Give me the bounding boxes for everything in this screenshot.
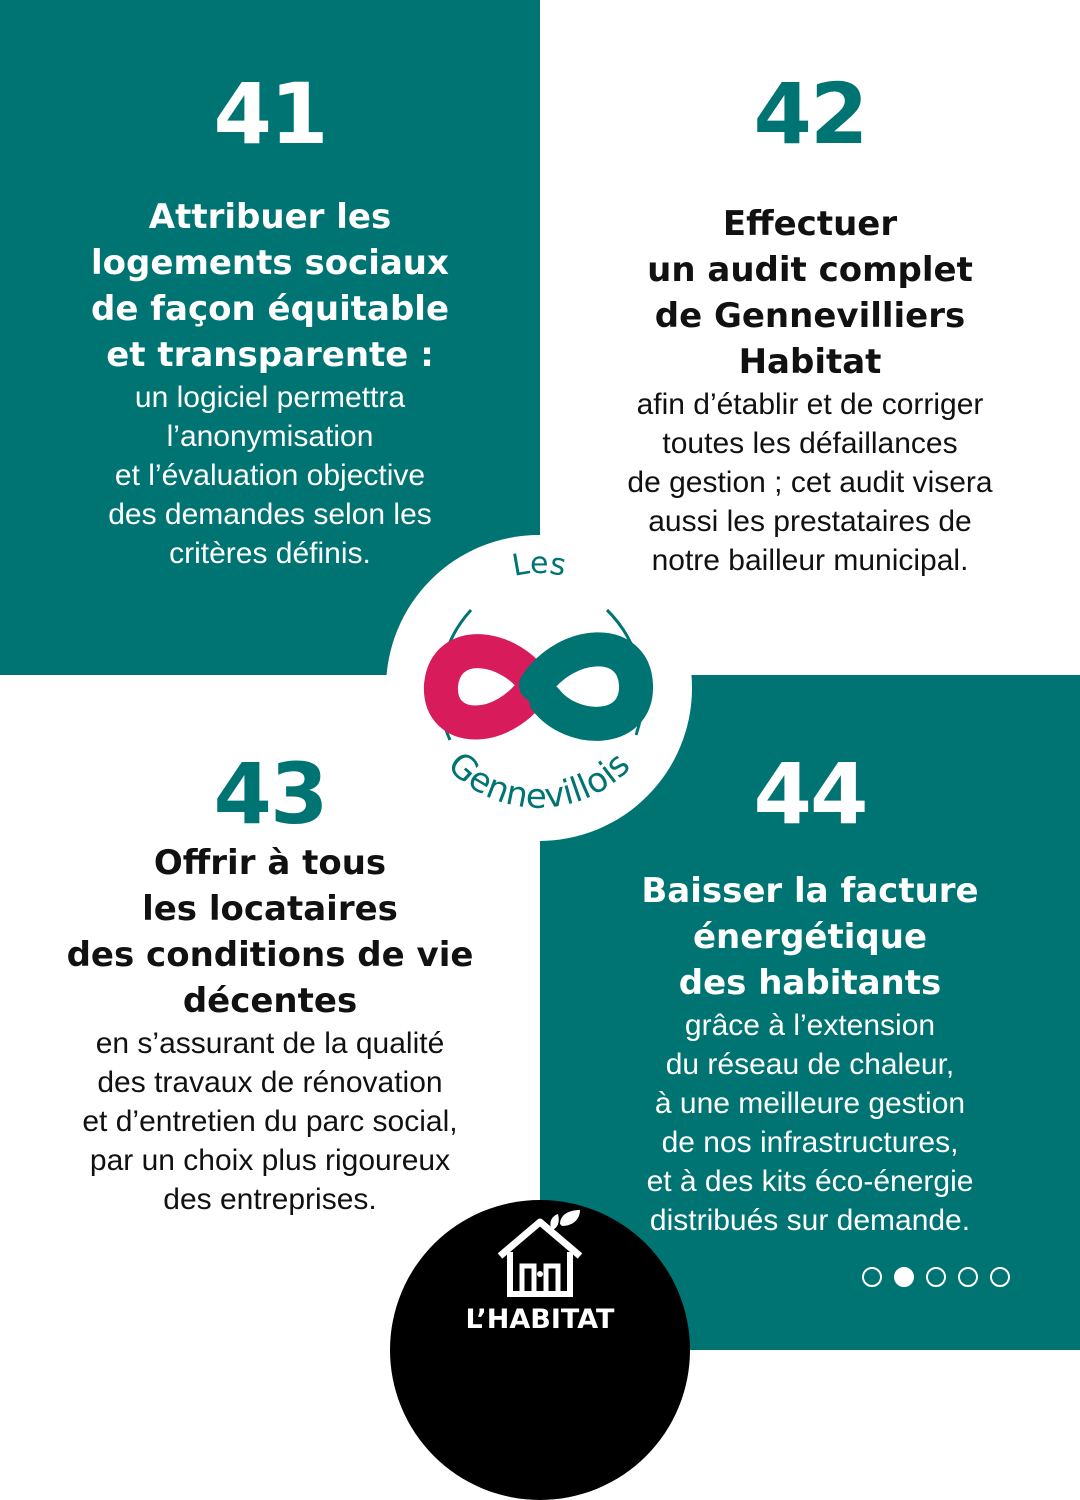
- body-line: l’anonymisation: [166, 420, 374, 453]
- item-title: [580, 201, 1040, 385]
- pagination-dot-3[interactable]: [926, 1267, 946, 1287]
- item-number: 42: [753, 65, 867, 163]
- pagination-dot-4[interactable]: [958, 1267, 978, 1287]
- body-line: à une meilleure gestion: [654, 1087, 966, 1120]
- title-line: des habitants: [678, 963, 942, 1003]
- body-line: notre bailleur municipal.: [651, 544, 969, 577]
- body-line: afin d’établir et de corriger: [636, 388, 984, 421]
- title-line: décentes: [182, 981, 358, 1021]
- title-line: les locataires: [142, 889, 398, 929]
- title-line: énergétique: [693, 917, 927, 957]
- title-line: de façon équitable: [90, 289, 450, 329]
- house-leaf-icon: [490, 1208, 590, 1304]
- item-title: [40, 840, 500, 1024]
- pagination-dot-2-active[interactable]: [894, 1267, 914, 1287]
- body-line: de gestion ; cet audit visera: [627, 466, 993, 499]
- item-text: [0, 194, 540, 573]
- title-line: des conditions de vie: [66, 935, 474, 975]
- body-line: toutes les défaillances: [662, 427, 958, 460]
- item-text: [540, 201, 1080, 580]
- badge-label: L’HABITAT: [465, 1304, 615, 1335]
- body-line: et à des kits éco-énergie: [646, 1165, 974, 1198]
- item-title: [70, 194, 470, 378]
- body-line: en s’assurant de la qualité: [95, 1027, 445, 1060]
- item-number: 43: [213, 745, 327, 843]
- logo-bottom-text: Gennevillois: [440, 744, 638, 817]
- body-line: des demandes selon les: [108, 498, 432, 531]
- les-gennevillois-logo: [386, 535, 692, 841]
- item-number: 44: [753, 745, 867, 843]
- logo-infinity-teal: [536, 649, 636, 723]
- item-number: 41: [213, 65, 327, 163]
- logo-graphic: [386, 535, 692, 841]
- body-line: et d’entretien du parc social,: [82, 1105, 458, 1138]
- item-body: [40, 1024, 500, 1219]
- body-line: du réseau de chaleur,: [665, 1048, 955, 1081]
- body-line: et l’évaluation objective: [114, 459, 426, 492]
- body-line: grâce à l’extension: [684, 1009, 936, 1042]
- item-text: [540, 868, 1080, 1240]
- item-text: [0, 840, 540, 1219]
- pagination-dot-5[interactable]: [990, 1267, 1010, 1287]
- title-line: Effectuer: [722, 204, 898, 244]
- body-line: des travaux de rénovation: [97, 1066, 443, 1099]
- title-line: logements sociaux: [91, 243, 449, 283]
- habitat-badge: [390, 1200, 690, 1500]
- body-line: un logiciel permettra: [134, 381, 406, 414]
- body-line: critères définis.: [169, 537, 371, 570]
- body-line: aussi les prestataires de: [648, 505, 972, 538]
- title-line: Baisser la facture: [641, 871, 979, 911]
- title-line: Attribuer les: [148, 197, 392, 237]
- title-line: Habitat: [738, 342, 882, 382]
- title-line: un audit complet: [647, 250, 973, 290]
- pagination-dot-1[interactable]: [862, 1267, 882, 1287]
- body-line: distribués sur demande.: [649, 1204, 971, 1237]
- pagination-dots[interactable]: [862, 1267, 1010, 1291]
- item-body: [580, 1006, 1040, 1240]
- body-line: par un choix plus rigoureux: [89, 1144, 451, 1177]
- item-title: [580, 868, 1040, 1006]
- logo-top-text: Les: [509, 545, 569, 584]
- title-line: de Gennevilliers: [654, 296, 966, 336]
- body-line: de nos infrastructures,: [661, 1126, 959, 1159]
- title-line: et transparente :: [106, 335, 434, 375]
- title-line: Offrir à tous: [153, 843, 387, 883]
- body-line: des entreprises.: [163, 1183, 377, 1216]
